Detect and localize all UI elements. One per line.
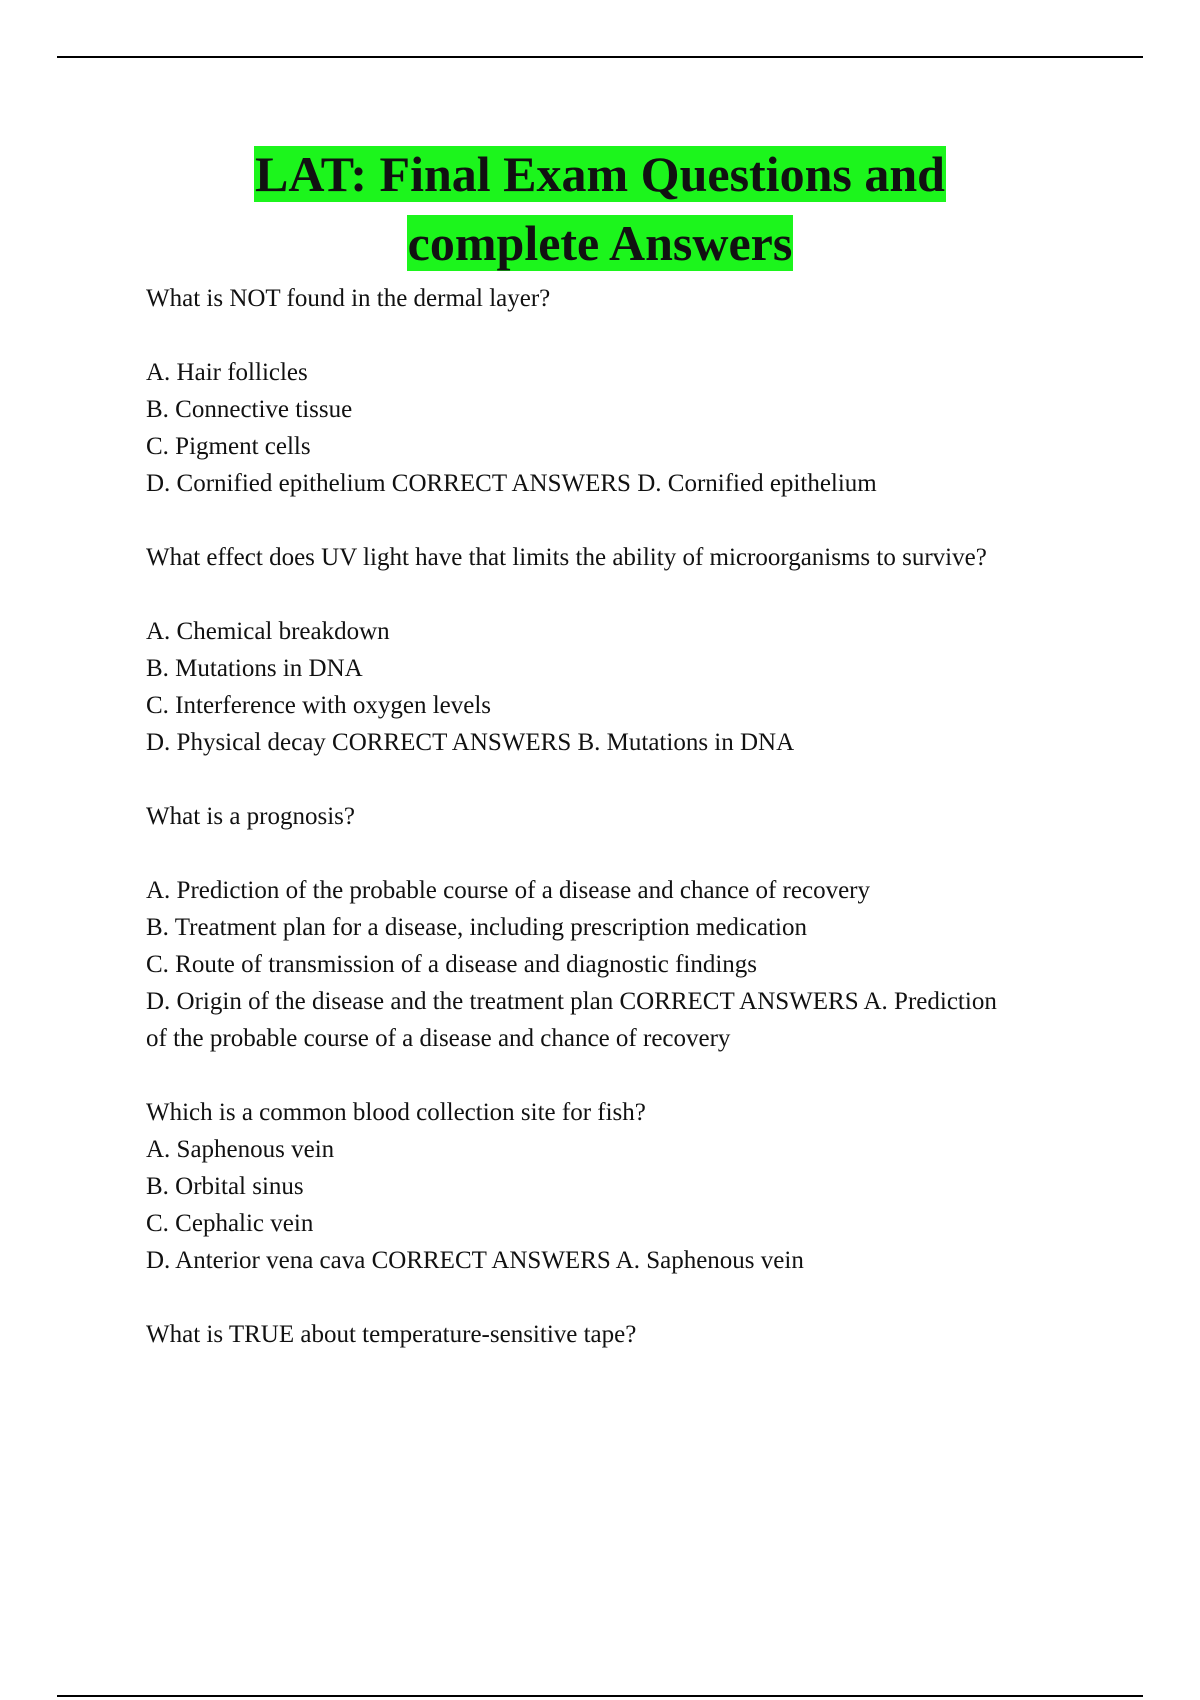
question-4-option-b: B. Orbital sinus — [146, 1173, 304, 1200]
question-2-text: What effect does UV light have that limits the ability of microorganisms to survive? — [146, 544, 987, 571]
question-3-option-b: B. Treatment plan for a disease, including prescription medication — [146, 914, 807, 941]
question-3-text: What is a prognosis? — [146, 803, 355, 830]
question-4-text: Which is a common blood collection site for fish? — [146, 1099, 646, 1126]
question-1-option-b: B. Connective tissue — [146, 396, 353, 423]
question-4-option-d: D. Anterior vena cava CORRECT ANSWERS A. Saphenous vein — [146, 1247, 804, 1274]
question-3-option-a: A. Prediction of the probable course of a disease and chance of recovery — [146, 877, 870, 904]
question-1-text: What is NOT found in the dermal layer? — [146, 285, 551, 312]
question-1-option-d: D. Cornified epithelium CORRECT ANSWERS D. Cornified epithelium — [146, 470, 877, 497]
question-3-option-c: C. Route of transmission of a disease and diagnostic findings — [146, 951, 758, 978]
question-1-option-a: A. Hair follicles — [146, 359, 308, 386]
question-4-option-c: C. Cephalic vein — [146, 1210, 314, 1237]
question-4-option-a: A. Saphenous vein — [146, 1136, 335, 1163]
title-line-2: complete Answers — [407, 215, 793, 271]
document-title — [0, 140, 1200, 278]
bottom-rule — [57, 1695, 1143, 1697]
question-3-option-d: D. Origin of the disease and the treatment plan CORRECT ANSWERS A. Prediction of the probable course of a disease and chance of recovery — [146, 988, 1004, 1052]
question-2-option-b: B. Mutations in DNA — [146, 655, 363, 682]
top-rule — [57, 56, 1143, 58]
question-list — [146, 280, 1026, 1353]
question-2-option-a: A. Chemical breakdown — [146, 618, 390, 645]
question-2-option-d: D. Physical decay CORRECT ANSWERS B. Mutations in DNA — [146, 729, 795, 756]
question-2-option-c: C. Interference with oxygen levels — [146, 692, 492, 719]
title-line-1: LAT: Final Exam Questions and — [255, 146, 945, 202]
question-5-text: What is TRUE about temperature-sensitive tape? — [146, 1321, 637, 1348]
question-1-option-c: C. Pigment cells — [146, 433, 311, 460]
